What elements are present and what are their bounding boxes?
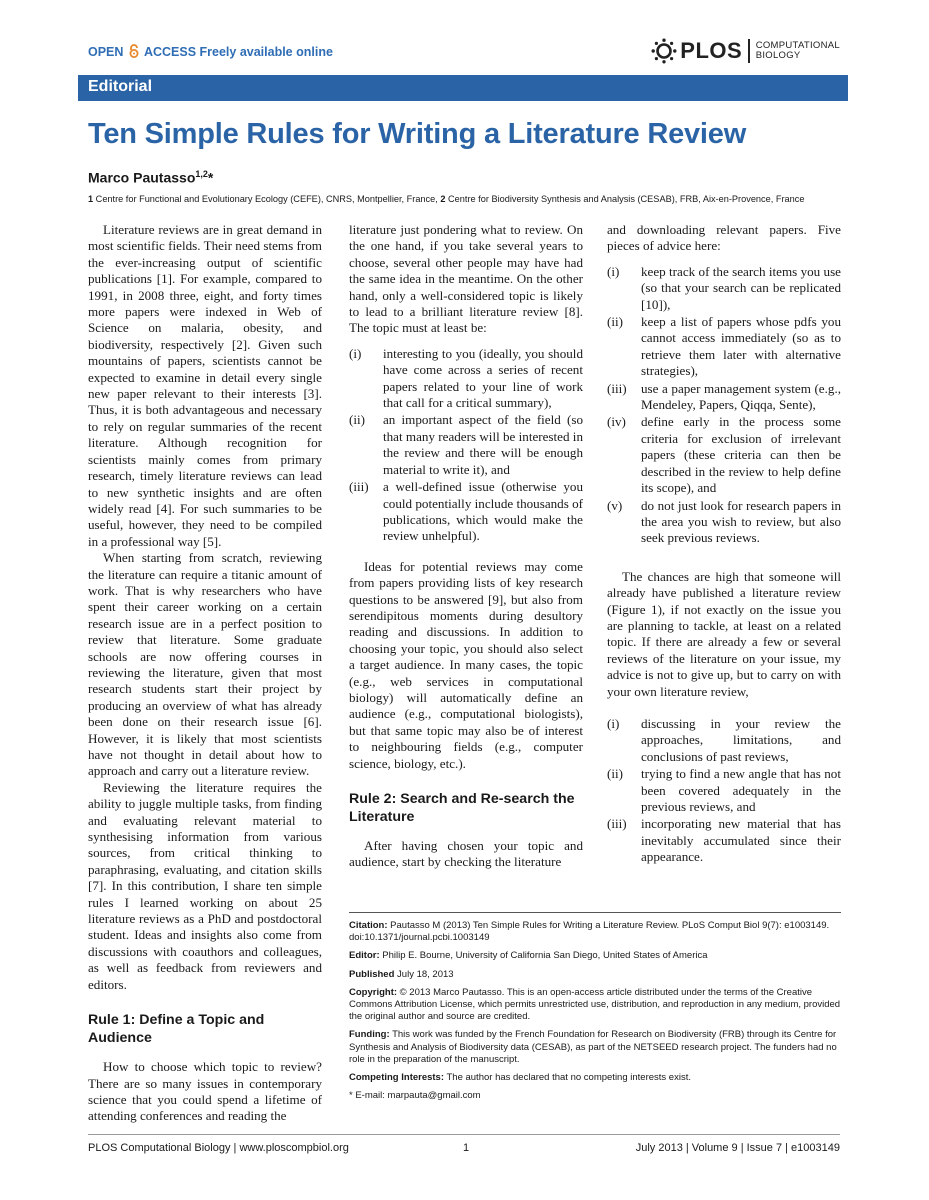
page-header [88,36,840,66]
list-number: (i) [607,715,620,731]
funding [349,1029,841,1066]
affiliation-1: Centre for Functional and Evolutionary Ecology (CEFE), CNRS, Montpellier, France, [93,194,441,204]
editor-text: Philip E. Bourne, University of California San Diego, United States of America [379,950,708,962]
open-lock-icon [128,44,140,58]
published-label: Published [349,968,395,980]
journal-name-line2: BIOLOGY [755,50,801,61]
paragraph: How to choose which topic to review? There are so many issues in contemporary science that you could spend a lifetime of attending conferences and reading the [88,1059,322,1124]
competing-interests [349,1072,841,1084]
paragraph: Literature reviews are in great demand in most scientific fields. Their need stems from the ever-increasing output of scientific publications [1]. For example, compared to 1991, in 2008 three, eight, and forty times more papers were indexed in Web of Science on malaria, obesity, and biodiversity, respectively [2]. Given such mountains of papers, scientists cannot be expected to examine in detail every single new paper relevant to their interests [3]. Thus, it is both advantageous and necessary to rely on regular summaries of the recent literature. Although recognition for scientists mainly comes from primary research, timely literature reviews can lead to new synthetic insights and are often widely read [4]. For such summaries to be useful, however, they need to be compiled in a professional way [5]. [88,222,322,549]
list-text: trying to find a new angle that has not been covered adequately in the previous reviews, and [641,766,841,814]
list-item [349,346,583,412]
affiliations [88,194,848,204]
list-number: (i) [349,345,362,361]
column-1 [88,222,322,1125]
affiliation-1-number: 1 [88,194,94,204]
list-item [607,264,841,313]
copyright-label: Copyright: [349,986,398,998]
list-number: (iii) [607,380,627,396]
list-number: (i) [607,263,620,279]
list-item [349,412,583,478]
topic-criteria-list [349,346,583,545]
plos-logo [651,36,840,66]
author-line [88,169,213,186]
author-star: * [207,169,214,186]
list-text: an important aspect of the field (so that many readers will be interested in the review and there will be enough material to write it), and [383,412,583,477]
section-label: Editorial [88,78,153,95]
list-number: (ii) [349,412,365,428]
paragraph: Ideas for potential reviews may come from papers providing lists of key research questions to be answered [9], but also from serendipitous moments during desultory reading and discussions. In addition to choosing your topic, you should also select a target audience. In many cases, the topic (e.g., web services in computational biology) will automatically define an audience (e.g., computational biologists), but that same topic may also be of interest to neighbouring fields (e.g., computer science, biology, etc.). [349,558,583,771]
paragraph: After having chosen your topic and audience, start by checking the literature [349,838,583,870]
search-advice-list [607,264,841,547]
editor-label: Editor: [349,950,380,962]
open-label: OPEN [88,45,124,59]
affiliation-2-number: 2 [440,194,446,204]
competing-text: The author has declared that no competing interests exist. [444,1072,691,1084]
list-text: a well-defined issue (otherwise you could potentially include thousands of publications, which would make the review unhelpful). [383,479,584,544]
list-item [607,716,841,765]
copyright-text: © 2013 Marco Pautasso. This is an open-access article distributed under the terms of the Creative Commons Attribution License, which permits unrestricted use, distribution, and reproduction in any medium, provided the original author and source are credited. [349,986,841,1023]
review-approach-list [607,716,841,866]
list-number: (iv) [607,414,626,430]
author-name: Marco Pautasso [88,169,196,186]
list-text: keep a list of papers whose pdfs you cannot access immediately (so as to retrieve them later with alternative strategies), [641,314,841,379]
article-title: Ten Simple Rules for Writing a Literature Review [88,118,747,150]
page-number: 1 [463,1142,470,1154]
logo-separator [748,39,750,63]
rule-2-heading: Rule 2: Search and Re-search the Literature [349,791,575,825]
competing-label: Competing Interests: [349,1072,445,1084]
list-item [607,314,841,380]
editor [349,950,841,962]
freely-available-label: Freely available online [199,45,333,59]
access-label: ACCESS [143,45,197,59]
list-text: use a paper management system (e.g., Mendeley, Papers, Qiqqa, Sente), [641,380,841,413]
paragraph: When starting from scratch, reviewing the literature can require a titanic amount of work. That is why researchers who have spent their career working on a certain research issue are in a perfect position to review that literature. Some graduate schools are now offering courses in reviewing the literature, given that most research students start their project by producing an overview of what has already been done on their research issue [6]. However, it is likely that most scientists have not thought in detail about how to approach and carry out a literature review. [88,550,322,779]
list-item [607,381,841,414]
list-item [607,766,841,815]
footer-journal: PLOS Computational Biology | www.ploscompbiol.org [88,1142,349,1154]
list-text: do not just look for research papers in the area you wish to review, but also seek previous reviews. [641,497,841,546]
rule-1-heading: Rule 1: Define a Topic and Audience [88,1012,265,1047]
section-bar [78,75,848,101]
funding-text: This work was funded by the French Foundation for Research on Biodiversity (FRB) through its Centre for Synthesis and Analysis of Biodiversity data (CESAB), as part of the NETSEED research project. The funders had no role in the preparation of the manuscript. [349,1029,837,1065]
paragraph: literature just pondering what to review. On the one hand, if you take several years to choose, several other people may have had the same idea in the meantime. On the other hand, only a well-considered topic is likely to lead to a brilliant literature review [8]. The topic must at least be: [349,222,583,336]
article-metadata [349,912,841,1108]
list-text: discussing in your review the approaches, limitations, and conclusions of past reviews, [641,715,841,764]
list-item [607,816,841,865]
list-text: define early in the process some criteria for exclusion of irrelevant papers (these criteria can then be described in the review to help define its scope), and [641,414,841,496]
author-email: * E-mail: marpauta@gmail.com [349,1090,481,1102]
published [349,969,841,981]
journal-name-line1: COMPUTATIONAL [755,40,840,51]
list-item [607,414,841,496]
published-date: July 18, 2013 [394,968,454,980]
plos-sun-icon [651,38,677,64]
paragraph: and downloading relevant papers. Five pieces of advice here: [607,222,841,254]
footer-issue: July 2013 | Volume 9 | Issue 7 | e1003149 [635,1142,840,1154]
list-number: (ii) [607,314,623,330]
list-number: (ii) [607,766,623,782]
list-item [349,479,583,545]
author-affiliation-marks: 1,2 [195,169,208,179]
affiliation-2: Centre for Biodiversity Synthesis and Analysis (CESAB), FRB, Aix-en-Provence, France [445,194,805,204]
list-number: (iii) [607,816,627,832]
citation [349,920,841,944]
column-3 [607,222,841,875]
funding-label: Funding: [349,1029,390,1041]
list-number: (v) [607,497,623,513]
open-access-badge [88,44,333,59]
citation-text: Pautasso M (2013) Ten Simple Rules for Writing a Literature Review. PLoS Comput Biol 9(7): e1003149. doi:10.1371/journal.pcbi.1003149 [349,920,830,944]
paragraph: The chances are high that someone will already have published a literature review (Figure 1), if not exactly on the issue you are planning to tackle, at least on a related topic. If there are already a few or several reviews of the literature on your issue, my advice is not to give up, but to carry on with your own literature review, [607,568,841,699]
column-2 [349,222,583,871]
list-text: keep track of the search items you use (so that your search can be replicated [10]), [641,263,841,312]
journal-name [756,41,840,61]
list-item [607,498,841,547]
footer-divider [88,1134,840,1135]
list-text: incorporating new material that has inevitably accumulated since their appearance. [641,816,841,865]
list-number: (iii) [349,479,369,495]
plos-wordmark: PLOS [680,38,743,63]
copyright [349,987,841,1024]
citation-label: Citation: [349,920,388,931]
list-text: interesting to you (ideally, you should have come across a series of recent papers related to your line of work that call for a critical summary), [383,345,583,411]
paragraph: Reviewing the literature requires the ability to juggle multiple tasks, from finding and evaluating relevant material to synthesising information from various sources, from critical thinking to paraphrasing, evaluating, and citation skills [7]. In this contribution, I share ten simple rules I learned working on about 25 literature reviews as a PhD and postdoctoral student. Ideas and insights also come from discussions with coauthors and colleagues, as well as feedback from reviewers and editors. [88,779,322,992]
